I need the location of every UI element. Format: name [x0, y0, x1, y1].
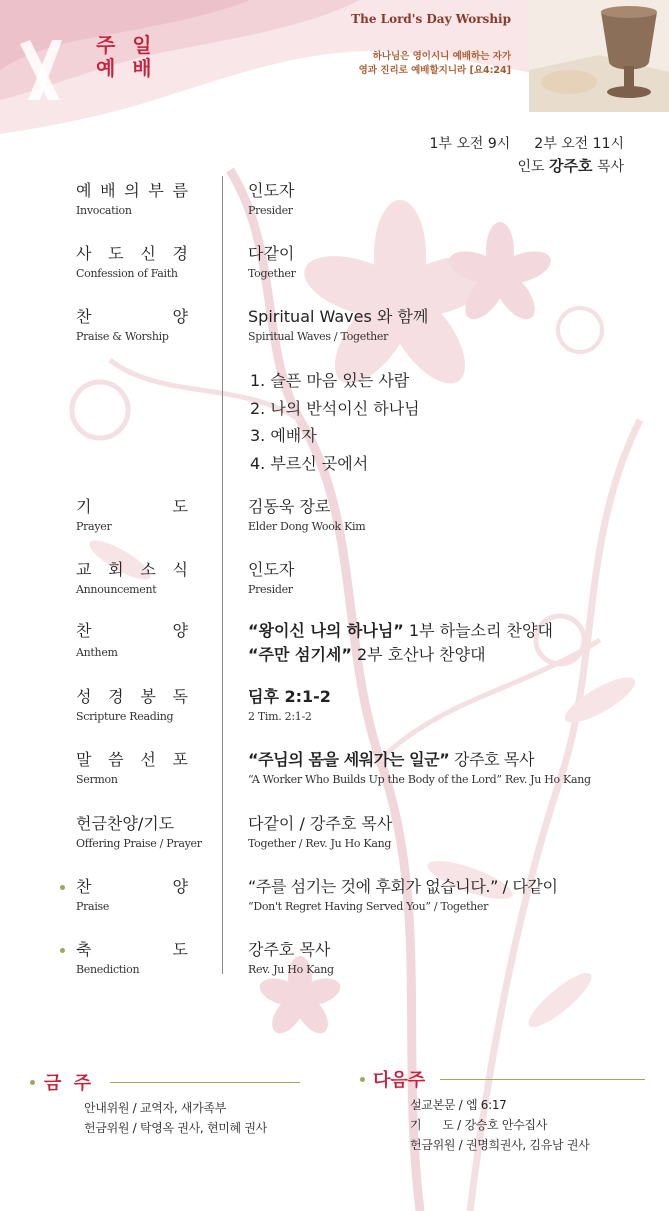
- order-value: “왕이신 나의 하나님” 1부 하늘소리 찬양대: [248, 621, 553, 640]
- song-item: 3. 예배자: [250, 426, 317, 445]
- leader-suffix: 목사: [596, 159, 624, 175]
- order-label-en: Offering Praise / Prayer: [76, 837, 202, 850]
- order-label-en: Anthem: [76, 646, 118, 659]
- order-value: 인도자: [248, 181, 295, 200]
- service-times: [429, 133, 624, 178]
- order-value-en: Spiritual Waves / Together: [248, 330, 389, 343]
- list-item: 안내위원 / 교역자, 새가족부: [84, 1101, 227, 1115]
- order-value: “주를 섬기는 것에 후회가 없습니다.” / 다같이: [248, 877, 558, 896]
- page-title: [96, 34, 157, 80]
- next-week-list: [410, 1095, 589, 1155]
- leader-name: 강주호: [549, 157, 593, 175]
- order-label-ko: 성 경 봉 독: [76, 687, 188, 706]
- this-week-list: [84, 1098, 267, 1138]
- order-label-ko: 기 도: [76, 497, 188, 516]
- order-label-ko: 말 씀 선 포: [76, 750, 188, 769]
- order-value-en: 2 Tim. 2:1-2: [248, 710, 312, 723]
- order-value: “주님의 몸을 세워가는 일군” 강주호 목사: [248, 750, 535, 769]
- order-value: 강주호 목사: [248, 940, 331, 959]
- order-label-en: Announcement: [76, 583, 157, 596]
- bullet-icon: [60, 948, 65, 953]
- order-value-line-2: “주만 섬기세” 2부 호산나 찬양대: [248, 645, 486, 664]
- order-label-en: Sermon: [76, 773, 118, 786]
- order-label-ko: 예 배 의 부 름: [76, 181, 188, 200]
- order-label-ko: 교 회 소 식: [76, 560, 188, 579]
- order-value-en: Together: [248, 267, 296, 280]
- order-value: 다같이: [248, 244, 295, 263]
- order-label-ko: 사 도 신 경: [76, 244, 188, 263]
- order-value: 다같이 / 강주호 목사: [248, 814, 393, 833]
- order-label-ko: 헌금찬양/기도: [76, 814, 175, 833]
- order-label-ko: 축 도: [76, 940, 188, 959]
- order-label-en: Scripture Reading: [76, 710, 174, 723]
- order-value-en: Presider: [248, 583, 293, 596]
- bullet-icon: [360, 1077, 365, 1082]
- order-value-en: Presider: [248, 204, 293, 217]
- order-value: 김동욱 장로: [248, 497, 331, 516]
- order-value-en: “A Worker Who Builds Up the Body of the Lord” Rev. Ju Ho Kang: [248, 773, 591, 786]
- song-item: 1. 슬픈 마음 있는 사람: [250, 371, 410, 390]
- this-week-divider: [110, 1082, 300, 1083]
- order-label-ko: 찬 양: [76, 877, 188, 896]
- order-value: 인도자: [248, 560, 295, 579]
- column-divider: [222, 176, 223, 974]
- order-value-en: Together / Rev. Ju Ho Kang: [248, 837, 392, 850]
- verse-line-2: 영과 진리로 예배할지니라 [요4:24]: [358, 65, 511, 76]
- order-value-en: “Don't Regret Having Served You” / Together: [248, 900, 489, 913]
- list-item: 설교본문 / 엡 6:17: [410, 1098, 507, 1112]
- this-week-title: 금 주: [44, 1073, 95, 1094]
- bullet-icon: [60, 885, 65, 890]
- order-value-en: Rev. Ju Ho Kang: [248, 963, 334, 976]
- verse-line-1: 하나님은 영이시니 예배하는 자가: [372, 51, 511, 62]
- brand-title: The Lord's Day Worship: [351, 12, 511, 26]
- first-service: 1부 오전 9시: [429, 136, 511, 152]
- list-item: 헌금위원 / 탁영옥 권사, 현미혜 권사: [84, 1121, 267, 1135]
- scripture-verse: [359, 50, 511, 78]
- list-item: 기 도 / 강승호 안수집사: [410, 1118, 548, 1132]
- title-line-2: 예 배: [96, 56, 157, 80]
- order-value: 딤후 2:1-2: [248, 687, 331, 706]
- second-service: 2부 오전 11시: [534, 136, 624, 152]
- bullet-icon: [30, 1080, 35, 1085]
- order-value: Spiritual Waves 와 함께: [248, 307, 429, 326]
- order-label-ko: 찬 양: [76, 307, 188, 326]
- next-week-title: 다음주: [373, 1070, 426, 1091]
- title-line-1: 주 일: [96, 33, 157, 57]
- leader-prefix: 인도: [517, 159, 545, 175]
- order-value-en: Elder Dong Wook Kim: [248, 520, 366, 533]
- order-label-en: Benediction: [76, 963, 140, 976]
- list-item: 헌금위원 / 권명희권사, 김유남 권사: [410, 1138, 590, 1152]
- song-list: [250, 367, 420, 477]
- order-label-en: Confession of Faith: [76, 267, 178, 280]
- song-item: 4. 부르신 곳에서: [250, 453, 369, 473]
- order-label-en: Praise & Worship: [76, 330, 169, 343]
- communion-cup-illustration: [529, 0, 669, 112]
- order-label-en: Invocation: [76, 204, 132, 217]
- order-label-en: Prayer: [76, 520, 112, 533]
- order-label-en: Praise: [76, 900, 110, 913]
- order-label-ko: 찬 양: [76, 621, 188, 640]
- song-item: 2. 나의 반석이신 하나님: [250, 398, 420, 418]
- next-week-divider: [440, 1079, 645, 1080]
